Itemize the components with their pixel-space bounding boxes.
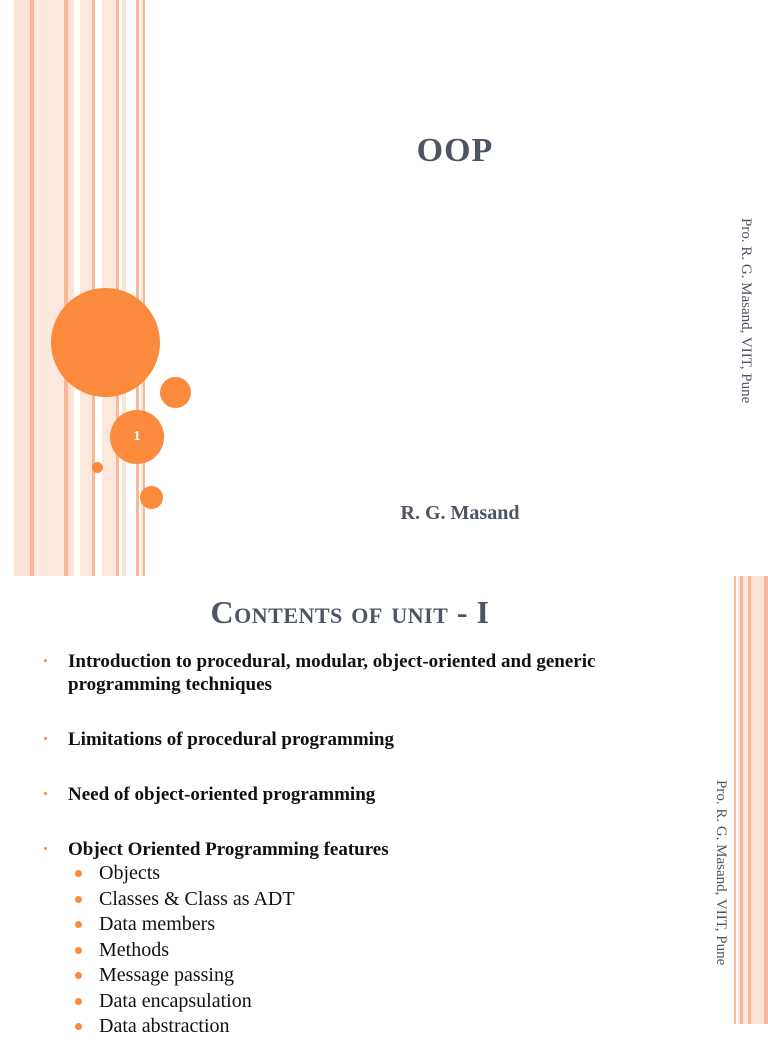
slide-number: 1 <box>110 410 164 464</box>
bullet-icon <box>75 1023 82 1030</box>
stripe <box>136 0 139 576</box>
contents-slide <box>0 576 768 1037</box>
sub-list-item-text: Classes & Class as ADT <box>99 887 295 910</box>
list-item-text: Introduction to procedural, modular, object-oriented and generic programming techniques <box>68 651 596 695</box>
bullet-icon <box>75 972 82 979</box>
sub-list-item-text: Objects <box>99 862 161 884</box>
sub-list-item <box>68 861 704 887</box>
bullet-icon <box>75 998 82 1005</box>
sub-list-item-text: Message passing <box>99 964 234 986</box>
stripe <box>14 0 30 576</box>
list-item <box>44 838 704 1040</box>
stripe <box>751 576 764 1024</box>
slide-title: Contents of unit - I <box>210 594 490 630</box>
list-item <box>44 650 704 696</box>
slide-title: OOP <box>416 132 494 169</box>
sub-list-item <box>68 912 704 938</box>
list-item-text: Need of object-oriented programming <box>68 784 376 805</box>
decorative-stripes <box>732 576 768 1024</box>
bullet-icon <box>75 947 82 954</box>
vertical-credit: Pro. R. G. Masand, VIIT, Pune <box>713 780 729 966</box>
sub-list-item <box>68 887 704 913</box>
stripe <box>34 0 64 576</box>
list-item <box>44 783 704 806</box>
stripe <box>764 576 768 1024</box>
features-sublist <box>68 861 704 1040</box>
bullet-icon <box>75 870 82 877</box>
contents-list <box>44 650 704 1040</box>
bullet-icon <box>75 921 82 928</box>
decorative-stripes <box>0 0 150 576</box>
stripe <box>116 0 119 576</box>
stripe <box>68 0 74 576</box>
sub-list-item <box>68 989 704 1015</box>
sub-list-item <box>68 963 704 989</box>
list-item <box>44 728 704 751</box>
sub-list-item-text: Data encapsulation <box>99 989 252 1012</box>
bullet-icon <box>44 737 47 740</box>
bullet-icon <box>44 847 47 850</box>
bullet-icon <box>44 792 47 795</box>
list-item-text: Object Oriented Programming features <box>68 839 389 860</box>
list-item-text: Limitations of procedural programming <box>68 729 394 750</box>
bullet-icon <box>44 659 47 662</box>
sub-list-item <box>68 938 704 964</box>
tiny-circle-decoration <box>92 462 103 473</box>
small-circle-decoration <box>160 377 191 408</box>
bullet-icon <box>75 896 82 903</box>
sub-list-item <box>68 1014 704 1040</box>
small-circle-decoration <box>140 486 163 509</box>
stripe <box>80 0 92 576</box>
sub-list-item-text: Methods <box>99 938 169 961</box>
sub-list-item-text: Data members <box>99 913 216 935</box>
vertical-credit: Pro. R. G. Masand, VIIT, Pune <box>738 218 754 404</box>
large-circle-decoration <box>51 288 160 397</box>
sub-list-item-text: Data abstraction <box>99 1015 230 1037</box>
slide-author: R. G. Masand <box>400 502 520 524</box>
stripe <box>734 576 736 1024</box>
stripe <box>122 0 126 576</box>
